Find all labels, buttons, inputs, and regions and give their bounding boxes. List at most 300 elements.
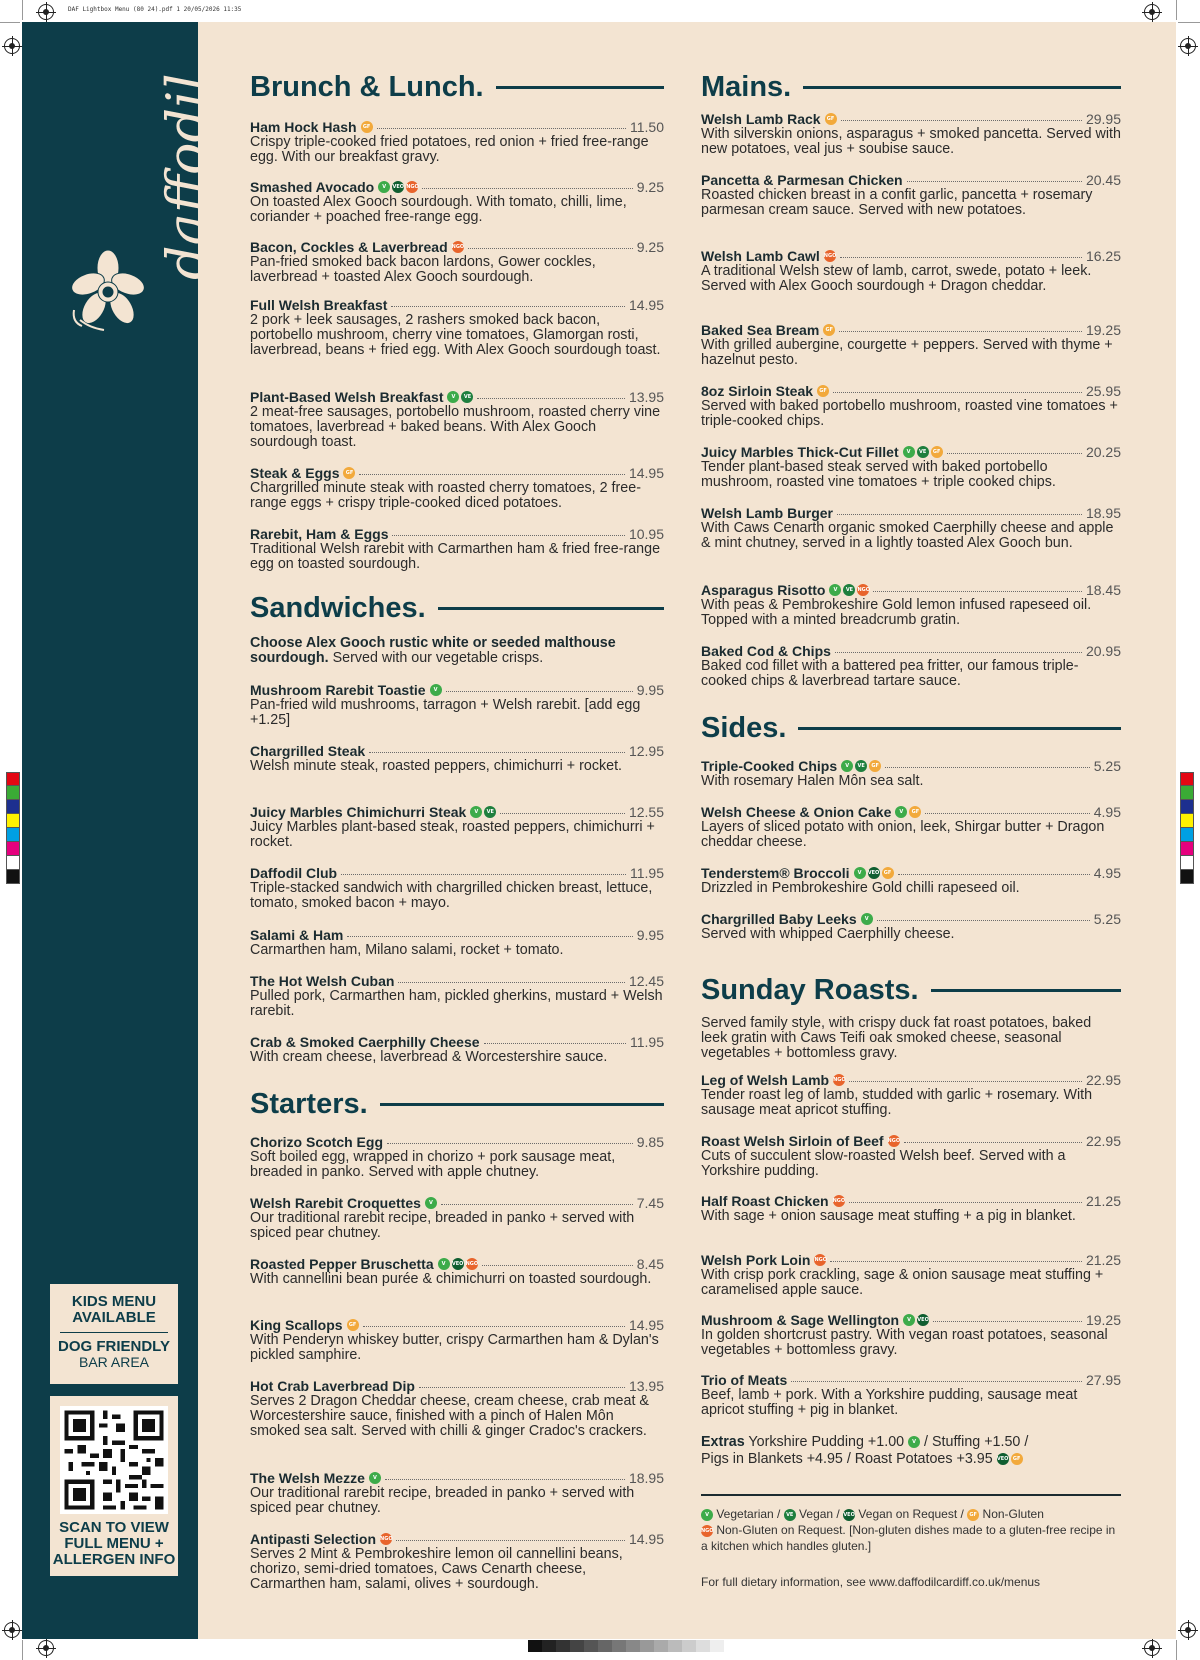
item-description: Chargrilled minute steak with roasted cherry tomatoes, 2 free-range eggs + crispy triple-cooked diced potatoes. — [250, 480, 641, 511]
item-description: With cream cheese, laverbread & Worcestershire sauce. — [250, 1049, 608, 1065]
menu-item — [250, 1134, 664, 1180]
item-description: Drizzled in Pembrokeshire Gold chilli rapeseed oil. — [701, 880, 1020, 896]
item-price: 14.95 — [628, 297, 664, 313]
item-description: Our traditional rarebit recipe, breaded in panko + served with spiced pear chutney. — [250, 1210, 635, 1241]
dietary-info-link[interactable]: For full dietary information, see www.daffodilcardiff.co.uk/menus — [701, 1575, 1041, 1589]
item-price: 5.25 — [1093, 911, 1121, 927]
extras-label: Extras — [701, 1434, 745, 1450]
vegetarian-icon: V — [430, 684, 442, 696]
dot-leader — [387, 1143, 633, 1144]
menu-item — [250, 465, 664, 511]
extras-text: Pigs in Blankets +4.95 / Roast Potatoes +3.95 — [701, 1451, 997, 1467]
item-price: 4.95 — [1093, 865, 1121, 881]
key-text: Vegan on Request / — [855, 1507, 968, 1521]
key-text: Vegetarian / — [713, 1507, 784, 1521]
menu-item — [701, 248, 1121, 294]
section-title-text: Starters. — [250, 1087, 368, 1120]
non-gluten-icon: GF — [817, 385, 829, 397]
section-title-text: Sandwiches. — [250, 591, 426, 624]
dietary-key — [701, 1506, 1121, 1554]
title-rule — [438, 607, 664, 610]
vegetarian-icon: V — [895, 806, 907, 818]
non-gluten-on-request-icon: NGO — [380, 1533, 392, 1545]
vegetarian-icon: V — [854, 867, 866, 879]
item-name: Baked Sea Bream — [701, 322, 820, 338]
key-text: Non-Gluten — [979, 1507, 1044, 1521]
non-gluten-icon: GF — [823, 324, 835, 336]
non-gluten-icon: GF — [869, 760, 881, 772]
item-price: 25.95 — [1085, 383, 1121, 399]
menu-item — [701, 1312, 1121, 1358]
vegetarian-icon: V — [701, 1509, 713, 1521]
item-description: Crispy triple-cooked fried potatoes, red onion + fried free-range egg. With our breakfast gravy. — [250, 134, 649, 165]
item-price: 8.45 — [636, 1256, 664, 1272]
item-price: 11.95 — [630, 865, 664, 881]
qr-code[interactable] — [60, 1406, 168, 1514]
item-description: 2 meat-free sausages, portobello mushroom, roasted cherry vine tomatoes, laverbread + baked beans. With Alex Gooch sourdough toast. — [250, 404, 661, 450]
item-name: Triple-Cooked Chips — [701, 758, 838, 774]
menu-item — [250, 804, 664, 850]
registration-mark-top-left — [38, 4, 54, 20]
non-gluten-icon: GF — [882, 867, 894, 879]
registration-mark-right-lower — [1180, 1622, 1196, 1638]
item-price: 4.95 — [1093, 804, 1121, 820]
dot-leader — [925, 813, 1089, 814]
dot-leader — [477, 398, 624, 399]
item-price: 27.95 — [1085, 1372, 1121, 1388]
scan-label: FULL MENU + — [64, 1535, 164, 1552]
non-gluten-on-request-icon: NGO — [833, 1074, 845, 1086]
item-price: 9.95 — [636, 682, 664, 698]
menu-item — [250, 865, 664, 911]
item-name: Bacon, Cockles & Laverbread — [250, 239, 448, 255]
dot-leader — [369, 752, 625, 753]
dot-leader — [877, 920, 1090, 921]
item-name: Welsh Rarebit Croquettes — [250, 1195, 421, 1211]
item-name: Ham Hock Hash — [250, 119, 357, 135]
dog-friendly-label: DOG FRIENDLY — [58, 1338, 170, 1355]
item-price: 22.95 — [1085, 1133, 1121, 1149]
menu-item — [701, 758, 1121, 789]
vegan-on-request-icon: VEO — [452, 1258, 464, 1270]
menu-item — [701, 1193, 1121, 1224]
dot-leader — [840, 257, 1082, 258]
menu-item — [701, 1133, 1121, 1179]
section-title-text: Brunch & Lunch. — [250, 70, 484, 103]
item-price: 18.45 — [1085, 582, 1121, 598]
item-description: Welsh minute steak, roasted peppers, chimichurri + rocket. — [250, 758, 623, 774]
item-name: 8oz Sirloin Steak — [701, 383, 814, 399]
item-name: Welsh Cheese & Onion Cake — [701, 804, 892, 820]
item-name: Juicy Marbles Chimichurri Steak — [250, 804, 467, 820]
menu-item — [701, 865, 1121, 896]
intro-rest: Served with our vegetable crisps. — [328, 650, 544, 666]
dot-leader — [835, 652, 1082, 653]
section-title-brunch — [250, 69, 664, 105]
vegan-icon: VE — [784, 1509, 796, 1521]
dot-leader — [904, 1142, 1082, 1143]
item-description: Cuts of succulent slow-roasted Welsh beef. Served with a Yorkshire pudding. — [701, 1148, 1066, 1179]
dog-friendly-label: BAR AREA — [78, 1354, 150, 1370]
menu-item — [701, 505, 1121, 551]
item-description: Triple-stacked sandwich with chargrilled chicken breast, lettuce, tomato, smoked bacon + mayo. — [250, 880, 653, 911]
item-name: Leg of Welsh Lamb — [701, 1072, 830, 1088]
extras-text: Yorkshire Pudding +1.00 — [744, 1434, 909, 1450]
item-description: Pan-fried smoked back bacon lardons, Gower cockles, laverbread + toasted Alex Gooch sourdough. — [250, 254, 596, 285]
menu-item — [701, 1252, 1121, 1298]
item-price: 29.95 — [1085, 111, 1121, 127]
dot-leader — [385, 1479, 625, 1480]
non-gluten-icon: GF — [361, 121, 373, 133]
non-gluten-on-request-icon: NGO — [857, 584, 869, 596]
menu-item — [250, 682, 664, 728]
registration-mark-left-lower — [4, 1622, 20, 1638]
section-title-sides — [701, 710, 1121, 746]
item-description: On toasted Alex Gooch sourdough. With tomato, chilli, lime, coriander + poached free-range egg. — [250, 194, 627, 225]
dot-leader — [885, 767, 1090, 768]
item-description: Served with whipped Caerphilly cheese. — [701, 926, 955, 942]
item-description: Carmarthen ham, Milano salami, rocket + tomato. — [250, 942, 564, 958]
item-name: Plant-Based Welsh Breakfast — [250, 389, 444, 405]
trim-line — [1176, 1640, 1177, 1660]
item-price: 12.95 — [628, 743, 664, 759]
title-rule — [496, 86, 664, 89]
dot-leader — [830, 1261, 1082, 1262]
item-name: Hot Crab Laverbread Dip — [250, 1378, 415, 1394]
dot-leader — [791, 1381, 1082, 1382]
vegan-icon: VE — [917, 446, 929, 458]
item-name: The Hot Welsh Cuban — [250, 973, 395, 989]
vegan-icon: VE — [461, 391, 473, 403]
intro-bold: Choose Alex Gooch rustic white or seeded malthouse sourdough. — [250, 635, 616, 666]
item-name: The Welsh Mezze — [250, 1470, 365, 1486]
item-name: Welsh Lamb Burger — [701, 505, 833, 521]
non-gluten-on-request-icon: NGO — [833, 1195, 845, 1207]
item-name: Rarebit, Ham & Eggs — [250, 526, 389, 542]
section-title-text: Mains. — [701, 70, 792, 103]
section-title-roasts — [701, 972, 1121, 1008]
dot-leader — [482, 1265, 633, 1266]
item-name: Pancetta & Parmesan Chicken — [701, 172, 903, 188]
vegan-on-request-icon: VEO — [843, 1509, 855, 1521]
item-description: With silverskin onions, asparagus + smoked pancetta. Served with new potatoes, veal jus + soubise sauce. — [701, 126, 1121, 157]
item-price: 12.45 — [628, 973, 664, 989]
vegetarian-icon: V — [438, 1258, 450, 1270]
item-name: Tenderstem® Broccoli — [701, 865, 850, 881]
item-price: 14.95 — [628, 1317, 664, 1333]
non-gluten-on-request-icon: NGO — [888, 1135, 900, 1147]
color-calibration-bar-right — [1180, 772, 1194, 884]
menu-page — [22, 22, 1176, 1639]
item-description: Baked cod fillet with a battered pea fritter, our famous triple-cooked chips & laverbread tartare sauce. — [701, 658, 1079, 689]
menu-item — [250, 1195, 664, 1241]
vegan-icon: VE — [484, 806, 496, 818]
item-description: Served with baked portobello mushroom, roasted vine tomatoes + triple-cooked chips. — [701, 398, 1118, 429]
vegetarian-icon: V — [908, 1436, 920, 1448]
vegan-on-request-icon: VEO — [917, 1314, 929, 1326]
item-name: Daffodil Club — [250, 865, 338, 881]
title-rule — [380, 1103, 664, 1106]
item-price: 9.95 — [636, 927, 664, 943]
non-gluten-icon: GF — [347, 1319, 359, 1331]
non-gluten-on-request-icon: NGO — [814, 1254, 826, 1266]
item-description: A traditional Welsh stew of lamb, carrot, swede, potato + leek. Served with Alex Gooch sourdough + Dragon cheddar. — [701, 263, 1092, 294]
vegetarian-icon: V — [447, 391, 459, 403]
item-name: Chargrilled Steak — [250, 743, 366, 759]
item-price: 18.95 — [1085, 505, 1121, 521]
registration-mark-right — [1180, 38, 1196, 54]
item-description: Serves 2 Mint & Pembrokeshire lemon oil cannellini beans, chorizo, semi-dried tomatoes, Caws Cenarth cheese, Carmarthen ham, salami, olives + sourdough. — [250, 1546, 623, 1592]
trim-line — [0, 22, 20, 23]
menu-item — [701, 582, 1121, 628]
item-price: 7.45 — [636, 1195, 664, 1211]
item-name: Chargrilled Baby Leeks — [701, 911, 857, 927]
non-gluten-icon: GF — [343, 467, 355, 479]
registration-mark-left — [4, 38, 20, 54]
non-gluten-on-request-icon: NGO — [701, 1525, 713, 1537]
title-rule — [803, 86, 1121, 89]
non-gluten-icon: GF — [967, 1509, 979, 1521]
section-title-starters — [250, 1086, 664, 1122]
item-price: 19.25 — [1085, 322, 1121, 338]
key-text: Non-Gluten on Request. [Non-gluten dishes made to a gluten-free recipe in a kitchen which handles gluten.] — [701, 1523, 1116, 1553]
brand-name: daffodil — [155, 73, 218, 280]
dot-leader — [837, 514, 1082, 515]
sandwiches-intro — [250, 636, 664, 666]
dot-leader — [849, 1081, 1082, 1082]
scan-label: SCAN TO VIEW — [59, 1519, 169, 1536]
dot-leader — [947, 453, 1082, 454]
item-name: Baked Cod & Chips — [701, 643, 831, 659]
menu-item — [250, 119, 664, 165]
menu-item — [701, 804, 1121, 850]
print-header: DAF Lightbox Menu (80 24).pdf 1 20/05/2026 11:35 — [68, 6, 242, 13]
title-rule — [798, 727, 1121, 730]
item-price: 20.95 — [1085, 643, 1121, 659]
item-price: 10.95 — [628, 526, 664, 542]
vegetarian-icon: V — [903, 446, 915, 458]
item-description: With peas & Pembrokeshire Gold lemon infused rapeseed oil. Topped with a minted breadcrumb gratin. — [701, 597, 1092, 628]
vegetarian-icon: V — [369, 1472, 381, 1484]
item-price: 18.95 — [628, 1470, 664, 1486]
non-gluten-icon: GF — [931, 446, 943, 458]
non-gluten-on-request-icon: NGO — [452, 241, 464, 253]
dot-leader — [422, 188, 633, 189]
trim-line — [22, 0, 23, 20]
daffodil-flower-icon — [70, 250, 146, 336]
menu-item — [701, 444, 1121, 490]
section-title-sandwiches — [250, 590, 664, 626]
item-name: Roast Welsh Sirloin of Beef — [701, 1133, 884, 1149]
item-price: 11.95 — [630, 1034, 664, 1050]
menu-item — [250, 1317, 664, 1363]
item-description: With Caws Cenarth organic smoked Caerphilly cheese and apple & mint chutney, served in a lightly toasted Alex Gooch bun. — [701, 520, 1114, 551]
item-name: Steak & Eggs — [250, 465, 340, 481]
menu-item — [250, 927, 664, 958]
menu-item — [701, 322, 1121, 368]
item-name: Trio of Meats — [701, 1372, 788, 1388]
menu-item — [250, 239, 664, 285]
item-name: Smashed Avocado — [250, 179, 375, 195]
item-price: 19.25 — [1085, 1312, 1121, 1328]
dot-leader — [341, 874, 626, 875]
menu-item — [701, 172, 1121, 218]
item-description: Serves 2 Dragon Cheddar cheese, cream cheese, crab meat & Worcestershire sauce, finished with a pinch of Halen Môn smoked sea salt. Served with chilli & ginger Cradoc's crackers. — [250, 1393, 649, 1439]
scan-label: ALLERGEN INFO — [52, 1551, 176, 1568]
item-name: Welsh Lamb Cawl — [701, 248, 820, 264]
dot-leader — [359, 474, 624, 475]
section-title-mains — [701, 69, 1121, 105]
key-divider — [701, 1494, 1121, 1496]
menu-item — [250, 1378, 664, 1439]
item-name: Asparagus Risotto — [701, 582, 826, 598]
dot-leader — [898, 874, 1090, 875]
item-description: Beef, lamb + pork. With a Yorkshire pudding, sausage meat apricot stuffing + pig in blanket. — [701, 1387, 1078, 1418]
item-price: 5.25 — [1093, 758, 1121, 774]
non-gluten-on-request-icon: NGO — [466, 1258, 478, 1270]
roasts-extras — [701, 1434, 1121, 1468]
item-price: 16.25 — [1085, 248, 1121, 264]
vegetarian-icon: V — [470, 806, 482, 818]
item-price: 13.95 — [628, 1378, 664, 1394]
item-description: With Penderyn whiskey butter, crispy Carmarthen ham & Dylan's pickled samphire. — [250, 1332, 659, 1363]
item-price: 9.25 — [636, 239, 664, 255]
item-description: With cannellini bean purée & chimichurri on toasted sourdough. — [250, 1271, 652, 1287]
registration-mark-bottom-right — [1144, 1640, 1160, 1656]
dot-leader — [933, 1321, 1082, 1322]
item-description: With sage + onion sausage meat stuffing + a pig in blanket. — [701, 1208, 1076, 1224]
item-price: 13.95 — [628, 389, 664, 405]
sidebar — [22, 22, 218, 1639]
dot-leader — [347, 936, 632, 937]
item-description: Soft boiled egg, wrapped in chorizo + pork sausage meat, breaded in panko. Served with apple chutney. — [250, 1149, 616, 1180]
item-price: 11.50 — [630, 119, 664, 135]
non-gluten-on-request-icon: NGO — [824, 250, 836, 262]
dot-leader — [446, 691, 633, 692]
item-description: Juicy Marbles plant-based steak, roasted peppers, chimichurri + rocket. — [250, 819, 655, 850]
item-description: Tender roast leg of lamb, studded with garlic + rosemary. With sausage meat apricot stuffing. — [701, 1087, 1093, 1118]
menu-item — [250, 389, 664, 450]
section-title-text: Sides. — [701, 711, 787, 744]
item-name: Mushroom & Sage Wellington — [701, 1312, 900, 1328]
dot-leader — [873, 591, 1081, 592]
dot-leader — [484, 1043, 626, 1044]
item-description: Tender plant-based steak served with baked portobello mushroom, roasted vine tomatoes + triple cooked chips. — [701, 459, 1056, 490]
item-price: 9.25 — [636, 179, 664, 195]
menu-item — [250, 1531, 664, 1592]
menu-item — [701, 111, 1121, 157]
item-description: With rosemary Halen Môn sea salt. — [701, 773, 924, 789]
registration-mark-bottom-left — [38, 1640, 54, 1656]
item-name: King Scallops — [250, 1317, 343, 1333]
item-description: With grilled aubergine, courgette + peppers. Served with thyme + hazelnut pesto. — [701, 337, 1113, 368]
vegan-icon: VE — [855, 760, 867, 772]
dot-leader — [377, 128, 626, 129]
menu-item — [250, 179, 664, 225]
non-gluten-icon: GF — [909, 806, 921, 818]
item-name: Welsh Lamb Rack — [701, 111, 821, 127]
menu-item — [250, 973, 664, 1019]
dot-leader — [396, 1540, 625, 1541]
item-price: 14.95 — [628, 465, 664, 481]
vegetarian-icon: V — [903, 1314, 915, 1326]
item-price: 12.55 — [628, 804, 664, 820]
item-name: Chorizo Scotch Egg — [250, 1134, 383, 1150]
item-description: Roasted chicken breast in a confit garlic, pancetta + rosemary parmesan cream sauce. Served with new potatoes. — [701, 187, 1093, 218]
color-calibration-bar-left — [6, 772, 20, 884]
menu-item — [250, 1470, 664, 1516]
menu-item — [701, 911, 1121, 942]
item-name: Welsh Pork Loin — [701, 1252, 811, 1268]
dot-leader — [392, 535, 624, 536]
vegetarian-icon: V — [841, 760, 853, 772]
item-price: 9.85 — [636, 1134, 664, 1150]
registration-mark-top-right — [1144, 4, 1160, 20]
divider — [60, 1332, 168, 1333]
item-price: 22.95 — [1085, 1072, 1121, 1088]
item-name: Half Roast Chicken — [701, 1193, 829, 1209]
daffodil-logo — [70, 73, 218, 340]
dot-leader — [419, 1387, 625, 1388]
dot-leader — [841, 120, 1082, 121]
item-price: 20.25 — [1085, 444, 1121, 460]
non-gluten-icon: GF — [1011, 1453, 1023, 1465]
item-name: Salami & Ham — [250, 927, 344, 943]
menu-item — [250, 1256, 664, 1287]
dot-leader — [907, 181, 1082, 182]
item-description: Layers of sliced potato with onion, leek, Shirgar butter + Dragon cheddar cheese. — [701, 819, 1105, 850]
vegetarian-icon: V — [829, 584, 841, 596]
item-name: Juicy Marbles Thick-Cut Fillet — [701, 444, 899, 460]
kids-menu-label: AVAILABLE — [72, 1309, 156, 1326]
item-description: 2 pork + leek sausages, 2 rashers smoked back bacon, portobello mushroom, cherry vine tomatoes, Glamorgan rosti, laverbread, beans + fried egg. With Alex Gooch sourdough toast. — [250, 312, 661, 358]
menu-item — [250, 297, 664, 358]
item-description: Pulled pork, Carmarthen ham, pickled gherkins, mustard + Welsh rarebit. — [250, 988, 663, 1019]
dot-leader — [839, 331, 1082, 332]
item-description: Pan-fried wild mushrooms, tarragon + Welsh rarebit. [add egg +1.25] — [250, 697, 641, 728]
item-name: Roasted Pepper Bruschetta — [250, 1256, 434, 1272]
gray-calibration-bar — [528, 1640, 724, 1652]
qr-code-icon — [60, 1406, 168, 1514]
item-name: Mushroom Rarebit Toastie — [250, 682, 426, 698]
trim-line — [1176, 0, 1177, 20]
dot-leader — [398, 982, 625, 983]
dot-leader — [363, 1326, 625, 1327]
item-description: Traditional Welsh rarebit with Carmarthen ham & fried free-range egg on toasted sourdough. — [250, 541, 661, 572]
menu-item — [250, 743, 664, 774]
non-gluten-icon: GF — [825, 113, 837, 125]
vegetarian-icon: V — [425, 1197, 437, 1209]
item-price: 21.25 — [1085, 1193, 1121, 1209]
menu-item — [250, 1034, 664, 1065]
menu-item — [701, 383, 1121, 429]
item-price: 21.25 — [1085, 1252, 1121, 1268]
info-box-qr — [50, 1396, 178, 1576]
dot-leader — [833, 392, 1082, 393]
item-description: With crisp pork crackling, sage & onion sausage meat stuffing + caramelised apple sauce. — [701, 1267, 1104, 1298]
title-rule — [931, 989, 1121, 992]
vegan-on-request-icon: VEO — [868, 867, 880, 879]
key-text: Vegan / — [795, 1507, 844, 1521]
vegan-on-request-icon: VEO — [997, 1453, 1009, 1465]
menu-item — [250, 526, 664, 572]
vegan-on-request-icon: VEO — [392, 181, 404, 193]
item-name: Antipasti Selection — [250, 1531, 377, 1547]
item-description: In golden shortcrust pastry. With vegan roast potatoes, seasonal vegetables + bottomless gravy. — [701, 1327, 1108, 1358]
extras-text: / Stuffing +1.50 / — [920, 1434, 1029, 1450]
item-description: Our traditional rarebit recipe, breaded in panko + served with spiced pear chutney. — [250, 1485, 635, 1516]
roasts-intro: Served family style, with crispy duck fat roast potatoes, baked leek gratin with Caws Teifi oak smoked cheese, seasonal vegetables + bottomless gravy. — [701, 1015, 1092, 1061]
